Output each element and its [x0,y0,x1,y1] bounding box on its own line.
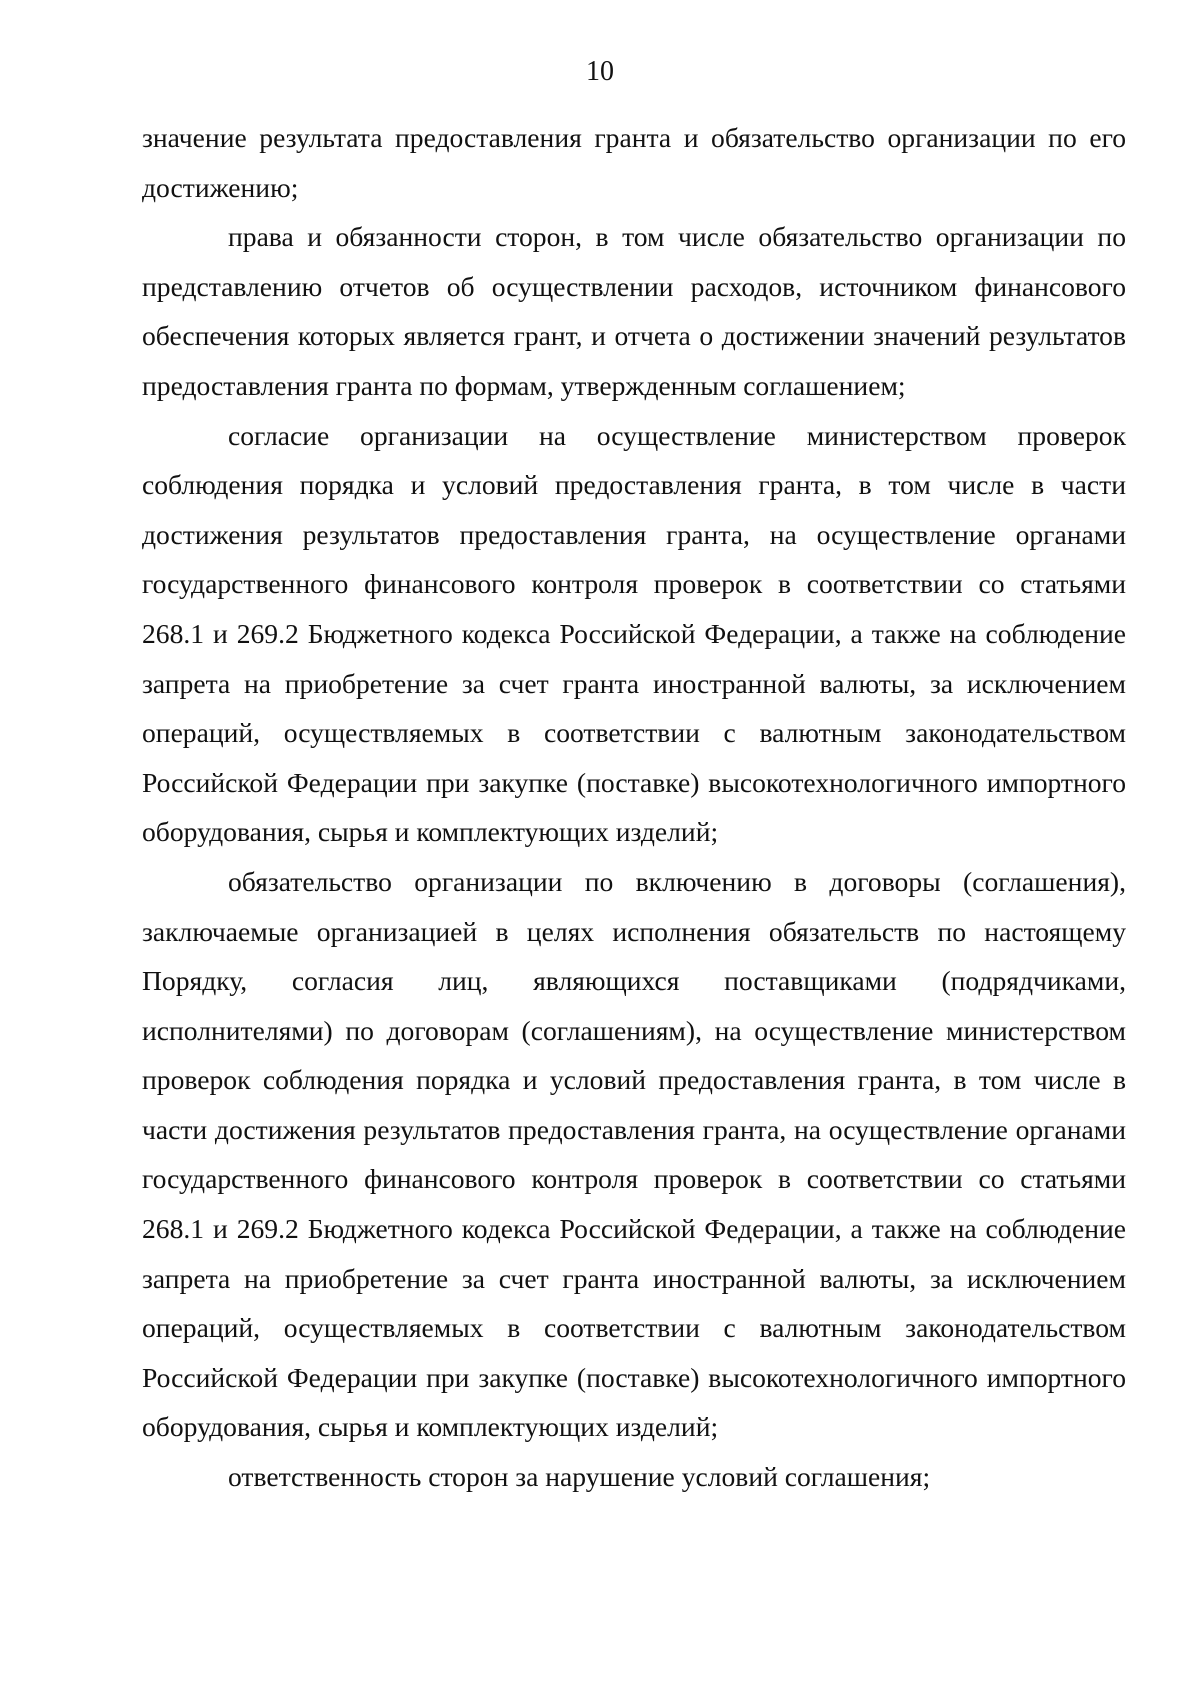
paragraph-contract-obligation: обязательство организации по включению в договоры (соглашения), заключаемые организацией в целях исполнения обязательств по настоящему Порядку, согласия лиц, являющихся поставщиками (подрядчиками, исполнителями) по договорам (соглашениям), на осуществление министерством проверок соблюдения порядка и условий предоставления гранта, в том числе в части достижения результатов предоставления гранта, на осуществление органами государственного финансового контроля проверок в соответствии со статьями 268.1 и 269.2 Бюджетного кодекса Российской Федерации, а также на соблюдение запрета на приобретение за счет гранта иностранной валюты, за исключением операций, осуществляемых в соответствии с валютным законодательством Российской Федерации при закупке (поставке) высокотехнологичного импортного оборудования, сырья и комплектующих изделий; [142,865,1126,1443]
paragraph-consent-inspections: согласие организации на осуществление министерством проверок соблюдения порядка и условий предоставления гранта, в том числе в части достижения результатов предоставления гранта, на осуществление органами государственного финансового контроля проверок в соответствии со статьями 268.1 и 269.2 Бюджетного кодекса Российской Федерации, а также на соблюдение запрета на приобретение за счет гранта иностранной валюты, за исключением операций, осуществляемых в соответствии с валютным законодательством Российской Федерации при закупке (поставке) высокотехнологичного импортного оборудования, сырья и комплектующих изделий; [142,419,1126,848]
paragraph-liability: ответственность сторон за нарушение условий соглашения; [228,1461,931,1493]
document-body [142,113,1126,1502]
paragraph-result-value: значение результата предоставления гранта и обязательство организации по его достижению; [142,122,1126,203]
paragraph-rights-obligations: права и обязанности сторон, в том числе обязательство организации по представлению отчетов об осуществлении расходов, источником финансового обеспечения которых является грант, и отчета о достижении значений результатов предоставления гранта по формам, утвержденным соглашением; [142,221,1126,401]
page-number: 10 [586,56,614,87]
